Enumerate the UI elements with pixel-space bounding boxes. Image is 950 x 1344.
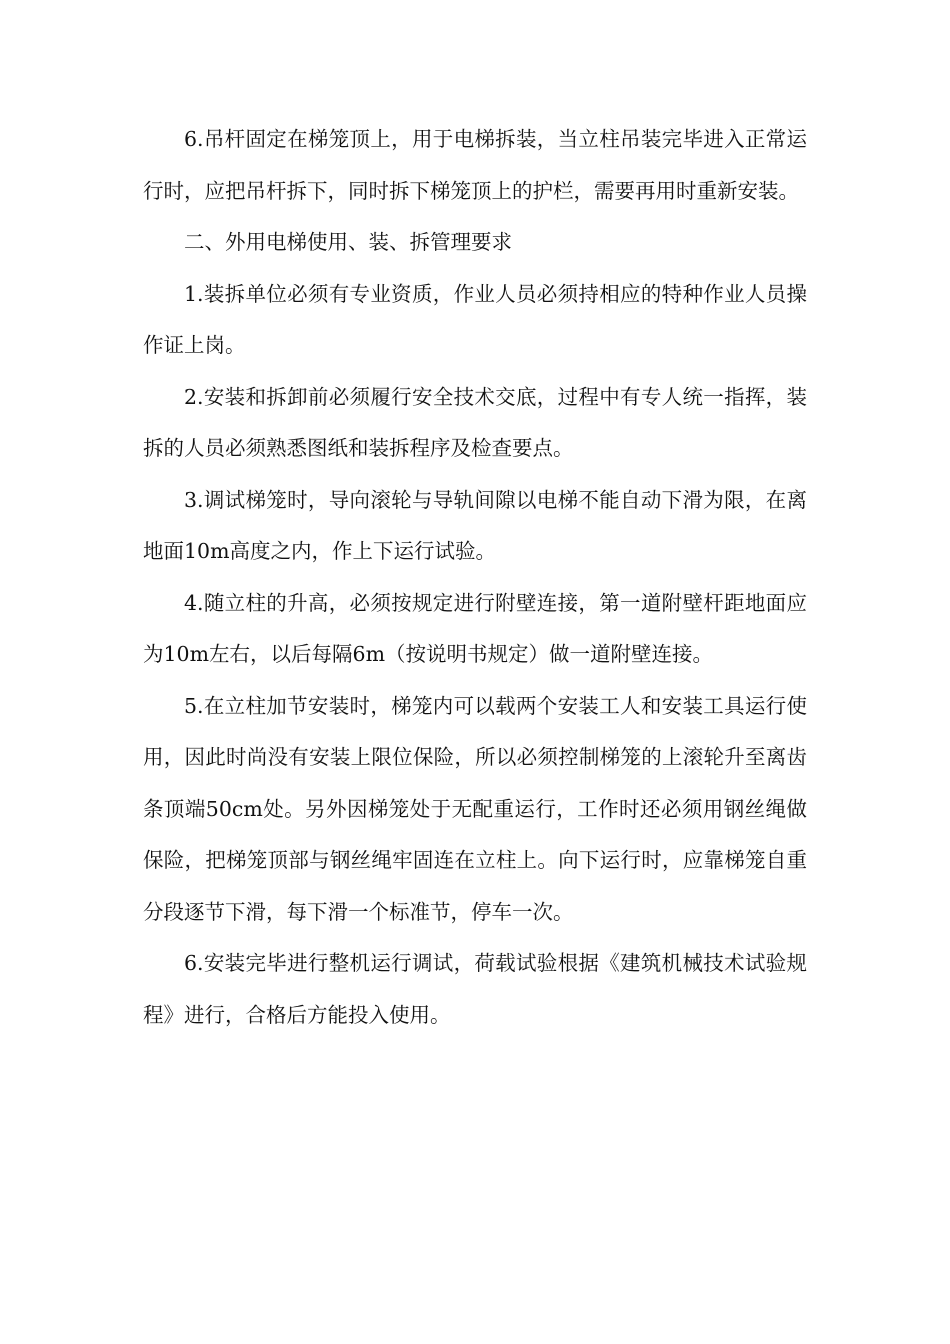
paragraph-safety-briefing: 2.安装和拆卸前必须履行安全技术交底，过程中有专人统一指挥，装拆的人员必须熟悉图纸和装拆程序及检查要点。	[143, 384, 807, 460]
paragraph-cage-debugging: 3.调试梯笼时，导向滚轮与导轨间隙以电梯不能自动下滑为限，在离地面10m高度之内，作上下运行试验。	[143, 487, 807, 563]
paragraph-load-test: 6.安装完毕进行整机运行调试，荷载试验根据《建筑机械技术试验规程》进行，合格后方能投入使用。	[143, 951, 807, 1027]
paragraph-wall-attachment: 4.随立柱的升高，必须按规定进行附壁连接，第一道附壁杆距地面应为10m左右，以后每隔6m（按说明书规定）做一道附壁连接。	[143, 590, 807, 666]
paragraph-qualification: 1.装拆单位必须有专业资质，作业人员必须持相应的特种作业人员操作证上岗。	[143, 281, 807, 357]
section-heading: 二、外用电梯使用、装、拆管理要求	[184, 230, 512, 254]
paragraph-mast-section-install: 5.在立柱加节安装时，梯笼内可以载两个安装工人和安装工具运行使用，因此时尚没有安装上限位保险，所以必须控制梯笼的上滚轮升至离齿条顶端50cm处。另外因梯笼处于无配重运行，工作时还必须用钢丝绳做保险，把梯笼顶部与钢丝绳牢固连在立柱上。向下运行时，应靠梯笼自重分段逐节下滑，每下滑一个标准节，停车一次。	[143, 693, 807, 924]
paragraph-hanger-rod: 6.吊杆固定在梯笼顶上，用于电梯拆装，当立柱吊装完毕进入正常运行时，应把吊杆拆下，同时拆下梯笼顶上的护栏，需要再用时重新安装。	[143, 127, 807, 203]
document-body	[143, 114, 807, 1041]
